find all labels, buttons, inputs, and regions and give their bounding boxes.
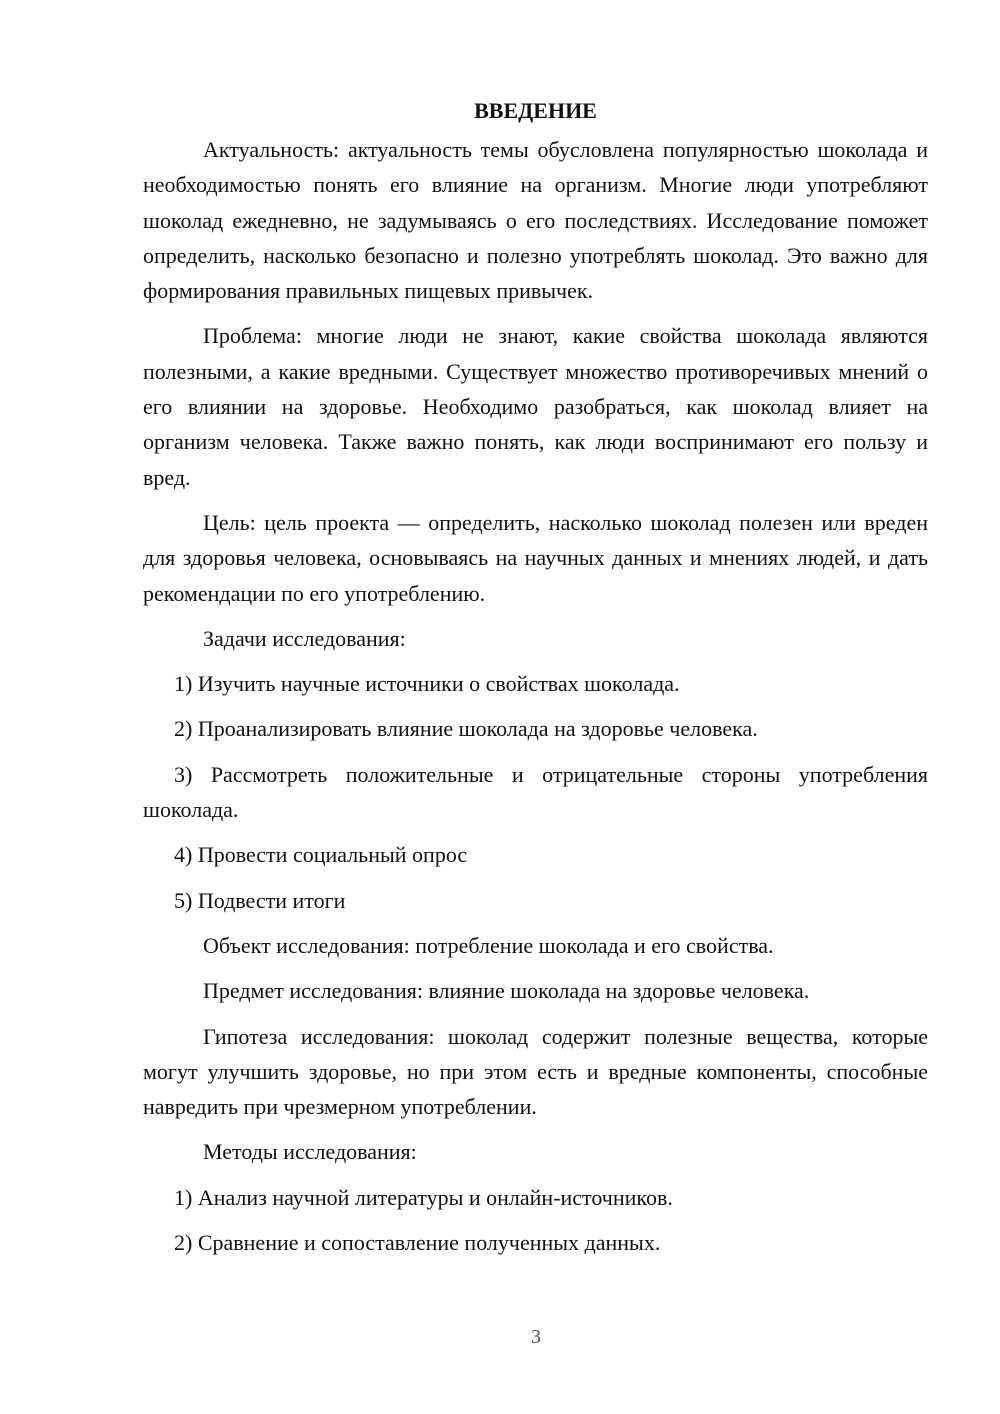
page-number: 3 [531, 1326, 541, 1348]
task-item: 4) Провести социальный опрос [174, 842, 468, 868]
task-item: 2) Проанализировать влияние шоколада на здоровье человека. [174, 716, 758, 742]
method-item: 2) Сравнение и сопоставление полученных данных. [174, 1230, 661, 1256]
paragraph-goal: Цель: цель проекта — определить, насколько шоколад полезен или вреден для здоровья человека, основываясь на научных данных и мнениях людей, и дать рекомендации по его употреблению. [143, 509, 928, 606]
paragraph-object: Объект исследования: потребление шоколада и его свойства. [203, 932, 774, 958]
method-item: 1) Анализ научной литературы и онлайн-источников. [174, 1184, 673, 1210]
task-item: 1) Изучить научные источники о свойствах шоколада. [174, 671, 680, 697]
paragraph-problem: Проблема: многие люди не знают, какие свойства шоколада являются полезными, а какие вредными. Существует множество противоречивых мнений о его влиянии на здоровье. Необходимо разобраться, как шоколад влияет на организм человека. Также важно понять, как люди воспринимают его пользу и вред. [143, 323, 928, 490]
tasks-title: Задачи исследования: [203, 625, 406, 651]
task-item: 3) Рассмотреть положительные и отрицательные стороны употребления шоколада. [143, 761, 928, 823]
page-body [143, 96, 928, 1270]
paragraph-actuality: Актуальность: актуальность темы обусловлена популярностью шоколада и необходимостью понять его влияние на организм. Многие люди употребляют шоколад ежедневно, не задумываясь о его последствиях. Исследование поможет определить, насколько безопасно и полезно употреблять шоколад. Это важно для формирования правильных пищевых привычек. [143, 137, 928, 304]
methods-title: Методы исследования: [203, 1139, 417, 1165]
task-item: 5) Подвести итоги [174, 887, 346, 913]
section-heading: ВВЕДЕНИЕ [474, 98, 597, 123]
paragraph-subject: Предмет исследования: влияние шоколада на здоровье человека. [203, 978, 810, 1004]
paragraph-hypothesis: Гипотеза исследования: шоколад содержит полезные вещества, которые могут улучшить здоровье, но при этом есть и вредные компоненты, способные навредить при чрезмерном употреблении. [143, 1023, 928, 1120]
